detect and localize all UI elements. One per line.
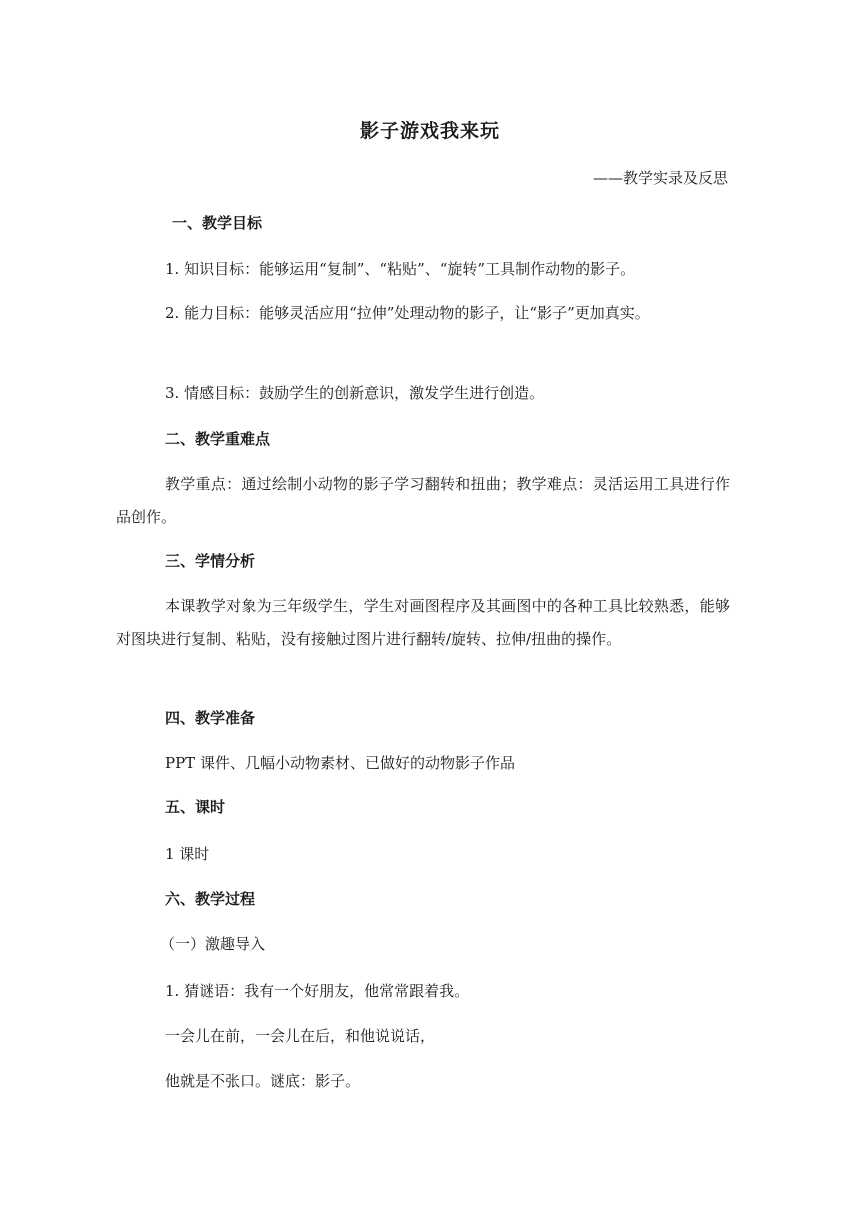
goal-ability: 2. 能力目标：能够灵活应用“拉伸”处理动物的影子，让“影子”更加真实。	[165, 304, 650, 322]
analysis-paragraph: 本课教学对象为三年级学生，学生对画图程序及其画图中的各种工具比较熟悉，能够对图块进行复制、粘贴，没有接触过图片进行翻转/旋转、拉伸/扭曲的操作。	[116, 597, 730, 648]
riddle-line-2: 一会儿在前，一会儿在后，和他说说话，	[165, 1027, 436, 1045]
section-heading-process: 六、教学过程	[165, 890, 256, 908]
goal-emotion: 3. 情感目标：鼓励学生的创新意识，激发学生进行创造。	[165, 384, 545, 402]
step-heading-intro: （一）激趣导入	[160, 935, 266, 953]
section-heading-preparation: 四、教学准备	[165, 709, 256, 727]
preparation-text: PPT 课件、几幅小动物素材、已做好的动物影子作品	[165, 754, 515, 772]
document-subtitle: ——教学实录及反思	[592, 169, 728, 187]
section-heading-analysis: 三、学情分析	[165, 552, 256, 570]
key-points-paragraph: 教学重点：通过绘制小动物的影子学习翻转和扭曲；教学难点：灵活运用工具进行作品创作。	[116, 475, 730, 526]
hours-text: 1 课时	[165, 845, 210, 863]
goal-knowledge: 1. 知识目标：能够运用“复制”、“粘贴”、“旋转”工具制作动物的影子。	[165, 260, 636, 278]
section-heading-goals: 一、教学目标	[172, 214, 263, 232]
section-heading-key-points: 二、教学重难点	[165, 430, 271, 448]
riddle-line-1: 1. 猜谜语：我有一个好朋友，他常常跟着我。	[165, 982, 470, 1000]
document-title: 影子游戏我来玩	[359, 120, 500, 142]
riddle-line-3: 他就是不张口。谜底：影子。	[165, 1072, 361, 1090]
section-heading-hours: 五、课时	[165, 798, 226, 816]
